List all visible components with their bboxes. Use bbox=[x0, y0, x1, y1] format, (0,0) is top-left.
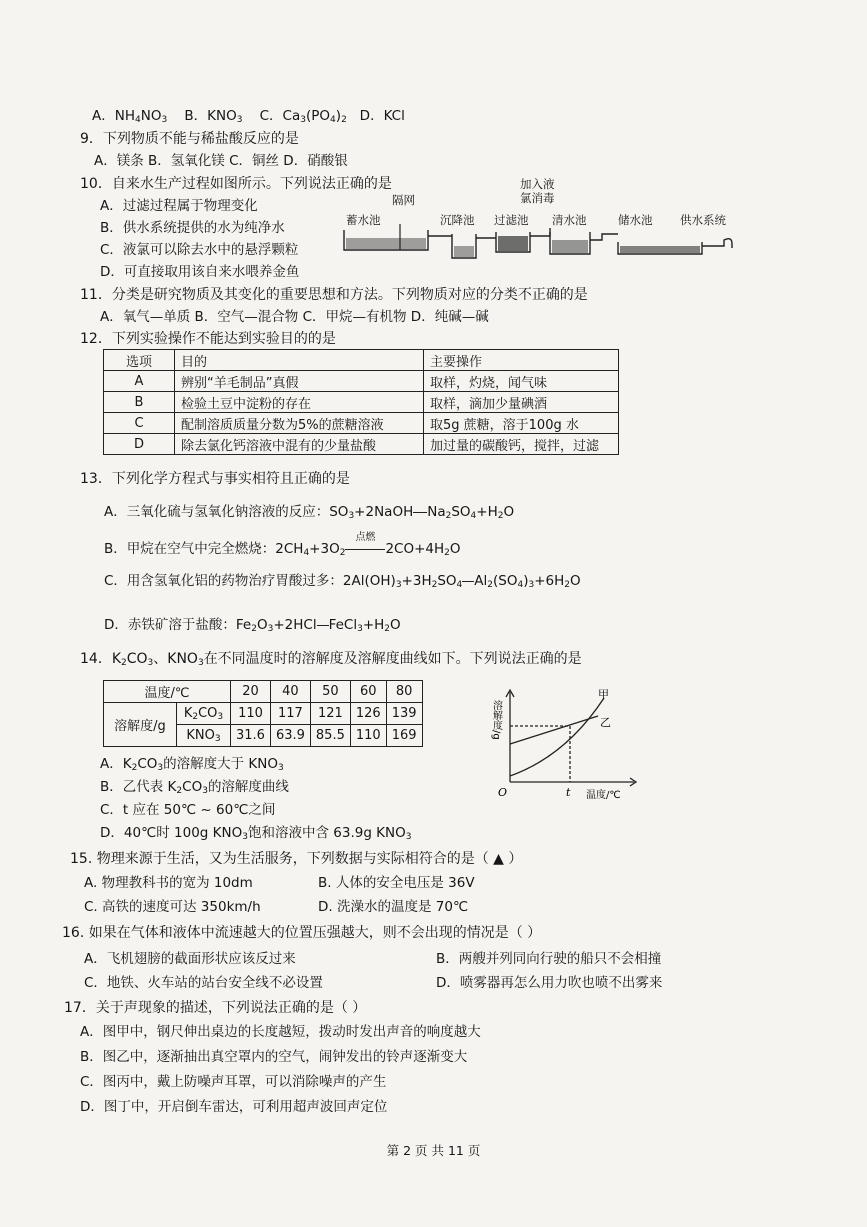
sub: 3 bbox=[157, 763, 164, 773]
q13-option-d bbox=[104, 616, 401, 634]
q15-option-d: D. 洗澡水的温度是 70℃ bbox=[318, 899, 469, 915]
q13-option-b bbox=[104, 532, 461, 558]
stage-label-4: 清水池 bbox=[552, 213, 587, 227]
q8-option-a: A．NH bbox=[92, 108, 135, 124]
sub: 3 bbox=[147, 658, 154, 668]
eq-over bbox=[345, 532, 385, 558]
stage-label-1: 蓄水池 bbox=[346, 213, 381, 227]
text: O bbox=[503, 504, 515, 520]
stage-label-3: 过滤池 bbox=[494, 213, 529, 227]
q17-stem: 17．关于声现象的描述，下列说法正确的是（ ） bbox=[64, 1000, 367, 1016]
td: 85.5 bbox=[310, 725, 350, 747]
text: D．赤铁矿溶于盐酸：Fe bbox=[104, 617, 252, 633]
table-row bbox=[104, 371, 619, 392]
curve-label-yi: 乙 bbox=[600, 716, 611, 729]
text: +H bbox=[362, 617, 385, 633]
grid-label: 隔网 bbox=[392, 193, 415, 207]
text: (PO bbox=[306, 108, 331, 124]
q15-option-c: C. 高铁的速度可达 350km/h bbox=[84, 899, 261, 915]
q8-options bbox=[92, 107, 405, 125]
q13-stem: 13．下列化学方程式与事实相符且正确的是 bbox=[80, 471, 350, 487]
q8-option-b: B．KNO bbox=[184, 108, 237, 124]
sub: 3 bbox=[348, 511, 355, 521]
sub: 2 bbox=[341, 115, 347, 125]
text: K bbox=[183, 706, 193, 721]
text: CO bbox=[137, 756, 158, 772]
td: 31.6 bbox=[231, 725, 271, 747]
water-tanks-drawing bbox=[340, 224, 740, 264]
td: 126 bbox=[350, 703, 386, 725]
sub: 4 bbox=[470, 511, 477, 521]
sub: 3 bbox=[528, 580, 535, 590]
q16-option-d: D．喷雾器再怎么用力吹也喷不出雾来 bbox=[436, 975, 663, 991]
table-header-row bbox=[104, 350, 619, 371]
table-row bbox=[104, 703, 423, 725]
sub: 4 bbox=[517, 580, 524, 590]
text: O bbox=[390, 617, 401, 633]
sub: 3 bbox=[197, 658, 204, 668]
sub: 4 bbox=[456, 580, 463, 590]
text: +6H bbox=[534, 573, 565, 589]
text: ) bbox=[523, 573, 529, 589]
bar bbox=[413, 512, 427, 513]
text: +3O bbox=[309, 541, 340, 557]
td: 80 bbox=[386, 681, 422, 703]
td: 50 bbox=[310, 681, 350, 703]
text: KNO bbox=[186, 728, 215, 743]
text: O bbox=[449, 541, 461, 557]
q16-option-a: A．飞机翅膀的截面形状应该反过来 bbox=[84, 951, 296, 967]
td: 配制溶质质量分数为5%的蔗糖溶液 bbox=[175, 413, 424, 434]
q15-stem: 15. 物理来源于生活，又为生活服务，下列数据与实际相符合的是（ ▲ ） bbox=[70, 851, 523, 867]
eq-over bbox=[462, 572, 474, 590]
td: 加过量的碳酸钙，搅拌，过滤 bbox=[424, 434, 619, 455]
td: A bbox=[104, 371, 175, 392]
sub: 3 bbox=[395, 580, 402, 590]
q9-stem: 9．下列物质不能与稀盐酸反应的是 bbox=[80, 131, 299, 147]
sub: 2 bbox=[251, 624, 257, 634]
text: CO bbox=[182, 779, 203, 795]
text: O bbox=[256, 617, 268, 633]
text: 的溶解度大于 KNO bbox=[163, 756, 278, 772]
text: D．40℃时 100g KNO bbox=[100, 825, 243, 841]
text: Na bbox=[427, 504, 446, 520]
q17-option-d: D．图丁中，开启倒车雷达，可利用超声波回声定位 bbox=[80, 1099, 388, 1115]
q14-option-d bbox=[100, 824, 412, 842]
td: 110 bbox=[231, 703, 271, 725]
y-axis-label: 溶解度/g bbox=[490, 700, 502, 740]
text: 在不同温度时的溶解度及溶解度曲线如下。下列说法正确的是 bbox=[203, 651, 582, 667]
sub: 3 bbox=[405, 832, 412, 842]
q12-stem: 12．下列实验操作不能达到实验目的的是 bbox=[80, 331, 336, 347]
td: D bbox=[104, 434, 175, 455]
td: 110 bbox=[350, 725, 386, 747]
text: (SO bbox=[493, 573, 518, 589]
table-row bbox=[104, 413, 619, 434]
text: SO bbox=[437, 573, 457, 589]
curve-yi bbox=[510, 716, 598, 744]
td: 检验土豆中淀粉的存在 bbox=[175, 392, 424, 413]
reaction-condition: 点燃 bbox=[355, 532, 376, 543]
td: 取样，滴加少量碘酒 bbox=[424, 392, 619, 413]
sub: 2 bbox=[131, 763, 138, 773]
sub: 2 bbox=[445, 511, 452, 521]
text: O bbox=[570, 573, 581, 589]
solubility-label: 溶解度/g bbox=[104, 703, 177, 747]
text: 、KNO bbox=[153, 651, 198, 667]
sub: 3 bbox=[267, 624, 274, 634]
q14-option-c: C．t 应在 50℃ ~ 60℃之间 bbox=[100, 802, 276, 818]
text: 14．K bbox=[80, 651, 121, 667]
text: FeCl bbox=[328, 617, 358, 633]
q14-solubility-table bbox=[103, 680, 423, 747]
sub: 4 bbox=[135, 115, 141, 125]
td: 139 bbox=[386, 703, 422, 725]
text: 的溶解度曲线 bbox=[207, 779, 289, 795]
table-row bbox=[104, 392, 619, 413]
text: +H bbox=[476, 504, 498, 520]
text: ) bbox=[335, 108, 342, 124]
q17-option-a: A．图甲中，钢尺伸出桌边的长度越短，拨动时发出声音的响度越大 bbox=[80, 1024, 481, 1040]
q10-option-c: C．液氯可以除去水中的悬浮颗粒 bbox=[100, 242, 299, 258]
sub: 4 bbox=[330, 115, 336, 125]
q14-option-b bbox=[100, 778, 289, 796]
q15-option-a: A. 物理教科书的宽为 10dm bbox=[84, 875, 253, 891]
header-option: 选项 bbox=[104, 350, 175, 371]
q17-option-c: C．图丙中，戴上防噪声耳罩，可以消除噪声的产生 bbox=[80, 1074, 387, 1090]
header-operation: 主要操作 bbox=[424, 350, 619, 371]
add-chlorine-label-2: 氯消毒 bbox=[520, 191, 555, 205]
text: B．乙代表 K bbox=[100, 779, 177, 795]
q10-stem: 10．自来水生产过程如图所示。下列说法正确的是 bbox=[80, 176, 392, 192]
text: Al bbox=[474, 573, 488, 589]
bar bbox=[462, 581, 474, 582]
td: 除去氯化钙溶液中混有的少量盐酸 bbox=[175, 434, 424, 455]
q17-option-b: B．图乙中，逐渐抽出真空罩内的空气，闹钟发出的铃声逐渐变大 bbox=[80, 1049, 468, 1065]
td: 取5g 蔗糖，溶于100g 水 bbox=[424, 413, 619, 434]
text: 饱和溶液中含 63.9g KNO bbox=[247, 825, 406, 841]
q14-option-a bbox=[100, 755, 284, 773]
sub: 3 bbox=[236, 115, 243, 125]
text: A．K bbox=[100, 756, 132, 772]
eq-over bbox=[317, 616, 329, 634]
q15-option-b: B. 人体的安全电压是 36V bbox=[318, 875, 475, 891]
td: 40 bbox=[270, 681, 310, 703]
text: +3H bbox=[401, 573, 432, 589]
sub: 2 bbox=[121, 658, 127, 668]
sub: 4 bbox=[303, 548, 310, 558]
k2co3-label bbox=[177, 703, 231, 725]
sub: 2 bbox=[384, 624, 391, 634]
temp-label: 温度/℃ bbox=[104, 681, 231, 703]
t-label: t bbox=[566, 786, 571, 799]
q16-option-b: B．两艘并列同向行驶的船只不会相撞 bbox=[436, 951, 662, 967]
stage-label-6: 供水系统 bbox=[680, 213, 726, 227]
sub: 2 bbox=[497, 511, 504, 521]
q12-table bbox=[103, 349, 619, 455]
sub: 3 bbox=[278, 763, 284, 773]
sub: 2 bbox=[431, 580, 438, 590]
td: 60 bbox=[350, 681, 386, 703]
q8-option-d: D．KCl bbox=[359, 108, 405, 124]
curve-label-jia: 甲 bbox=[598, 688, 609, 701]
sub: 2 bbox=[487, 580, 494, 590]
table-row bbox=[104, 681, 423, 703]
q9-options: A．镁条 B．氢氧化镁 C．铜丝 D．硝酸银 bbox=[94, 153, 348, 169]
q8-option-c: C．Ca bbox=[259, 108, 301, 124]
sub: 3 bbox=[214, 734, 221, 744]
text: C．用含氢氧化铝的药物治疗胃酸过多：2Al(OH) bbox=[104, 573, 396, 589]
x-axis-label: 温度/℃ bbox=[586, 790, 621, 801]
add-chlorine-label-1: 加入液 bbox=[520, 177, 555, 191]
text: A．三氧化硫与氢氧化钠溶液的反应：SO bbox=[104, 504, 349, 520]
sub: 2 bbox=[444, 548, 450, 558]
q16-option-c: C．地铁、火车站的站台安全线不必设置 bbox=[84, 975, 323, 991]
table-row bbox=[104, 434, 619, 455]
text: +2NaOH bbox=[354, 504, 414, 520]
sub: 2 bbox=[564, 580, 571, 590]
q13-option-c bbox=[104, 572, 581, 590]
curve-jia bbox=[510, 698, 604, 776]
q10-option-b: B．供水系统提供的水为纯净水 bbox=[100, 220, 285, 236]
sub: 3 bbox=[217, 712, 224, 722]
text: CO bbox=[198, 706, 218, 721]
header-purpose: 目的 bbox=[175, 350, 424, 371]
page-number: 第 2 页 共 11 页 bbox=[386, 1143, 481, 1158]
text: CO bbox=[126, 651, 148, 667]
td: 20 bbox=[231, 681, 271, 703]
td: B bbox=[104, 392, 175, 413]
sub: 2 bbox=[176, 786, 183, 796]
q16-stem: 16. 如果在气体和液体中流速越大的位置压强越大，则不会出现的情况是（ ） bbox=[62, 925, 542, 941]
sub: 2 bbox=[192, 712, 199, 722]
q10-option-d: D．可直接取用该自来水喂养金鱼 bbox=[100, 264, 300, 280]
text: 2CO+4H bbox=[385, 541, 445, 557]
sub: 3 bbox=[300, 115, 306, 125]
sub: 3 bbox=[357, 624, 363, 634]
origin-label: O bbox=[498, 786, 508, 799]
sub: 3 bbox=[242, 832, 248, 842]
q14-stem bbox=[80, 650, 582, 668]
q11-options: A．氧气—单质 B．空气—混合物 C．甲烷—有机物 D．纯碱—碱 bbox=[100, 309, 489, 325]
stage-label-5: 储水池 bbox=[618, 213, 653, 227]
td: 169 bbox=[386, 725, 422, 747]
td: 取样，灼烧，闻气味 bbox=[424, 371, 619, 392]
q13-option-a bbox=[104, 503, 514, 521]
text: B．甲烷在空气中完全燃烧：2CH bbox=[104, 541, 304, 557]
sub: 3 bbox=[161, 115, 168, 125]
bar bbox=[317, 625, 329, 626]
eq-over bbox=[413, 503, 427, 521]
kno3-label bbox=[177, 725, 231, 747]
td: 121 bbox=[310, 703, 350, 725]
stage-label-2: 沉降池 bbox=[440, 213, 475, 227]
td: 117 bbox=[270, 703, 310, 725]
sub: 2 bbox=[339, 548, 346, 558]
text: SO bbox=[451, 504, 471, 520]
q11-stem: 11．分类是研究物质及其变化的重要思想和方法。下列物质对应的分类不正确的是 bbox=[80, 287, 588, 303]
bar bbox=[345, 549, 385, 550]
td: 辨别“羊毛制品”真假 bbox=[175, 371, 424, 392]
text: NO bbox=[140, 108, 162, 124]
td: 63.9 bbox=[270, 725, 310, 747]
text: +2HCl bbox=[273, 617, 317, 633]
solubility-curve-diagram bbox=[486, 686, 646, 806]
sub: 3 bbox=[202, 786, 208, 796]
q10-option-a: A．过滤过程属于物理变化 bbox=[100, 198, 258, 214]
td: C bbox=[104, 413, 175, 434]
